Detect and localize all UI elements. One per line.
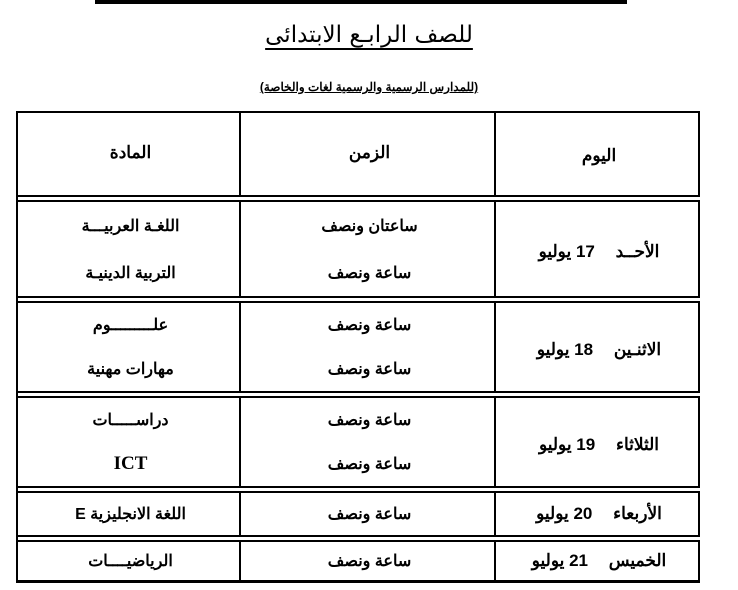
day-row: [18, 202, 700, 298]
time-cell: [241, 202, 496, 298]
day-date: 17 يوليو: [538, 242, 595, 261]
subject-name: دراســـــات: [92, 412, 169, 429]
subject-cell: [18, 398, 241, 488]
day-cell: [496, 202, 700, 298]
header-row: [18, 113, 700, 197]
duration: ساعة ونصف: [241, 493, 496, 537]
subject-name: الرياضيــــات: [18, 542, 241, 582]
page-title: [0, 22, 738, 48]
day-cell: [496, 542, 700, 582]
header-subject: المادة: [18, 113, 241, 197]
page-subtitle: [0, 80, 738, 94]
day-date: 18 يوليو: [536, 340, 594, 359]
duration: ساعة ونصف: [241, 542, 496, 582]
day-row: [18, 303, 700, 393]
header-day: اليوم: [496, 113, 700, 197]
day-name: الاثنـين: [613, 340, 662, 359]
day-name: الخميس: [608, 551, 667, 570]
day-date: 19 يوليو: [538, 435, 596, 454]
day-date: 21 يوليو: [531, 551, 588, 570]
subject-cell: [18, 202, 241, 298]
day-row: [18, 493, 700, 537]
subject-name: مهارات مهنية: [87, 361, 174, 378]
subject-cell: [18, 303, 241, 393]
exam-schedule-table: [16, 111, 700, 583]
duration: ساعة ونصف: [327, 412, 412, 429]
day-cell: [496, 398, 700, 488]
day-date: 20 يوليو: [536, 504, 593, 523]
subject-name: التربية الدينيـة: [85, 264, 176, 282]
duration: ساعتان ونصف: [321, 217, 418, 235]
day-name: الثلاثاء: [615, 435, 660, 454]
subject-name: اللغة الانجليزية E: [18, 493, 241, 537]
duration: ساعة ونصف: [327, 264, 412, 282]
top-rule: [95, 0, 627, 4]
duration: ساعة ونصف: [327, 456, 412, 473]
duration: ساعة ونصف: [327, 361, 412, 378]
day-row: [18, 542, 700, 582]
day-cell: [496, 493, 700, 537]
time-cell: [241, 398, 496, 488]
day-row: [18, 398, 700, 488]
header-time: الزمن: [241, 113, 496, 197]
day-name: الأحــد: [615, 242, 660, 261]
time-cell: [241, 303, 496, 393]
subject-name: اللغـة العربيـــة: [81, 217, 180, 235]
day-name: الأربعاء: [613, 504, 662, 523]
duration: ساعة ونصف: [327, 317, 412, 334]
subject-name: ICT: [113, 453, 148, 474]
page-title-text: للصف الرابـع الابتدائى: [265, 22, 473, 48]
page-subtitle-text: (للمدارس الرسمية والرسمية لغات والخاصة): [259, 80, 479, 94]
day-cell: [496, 303, 700, 393]
subject-name: علـــــــــوم: [92, 317, 169, 334]
